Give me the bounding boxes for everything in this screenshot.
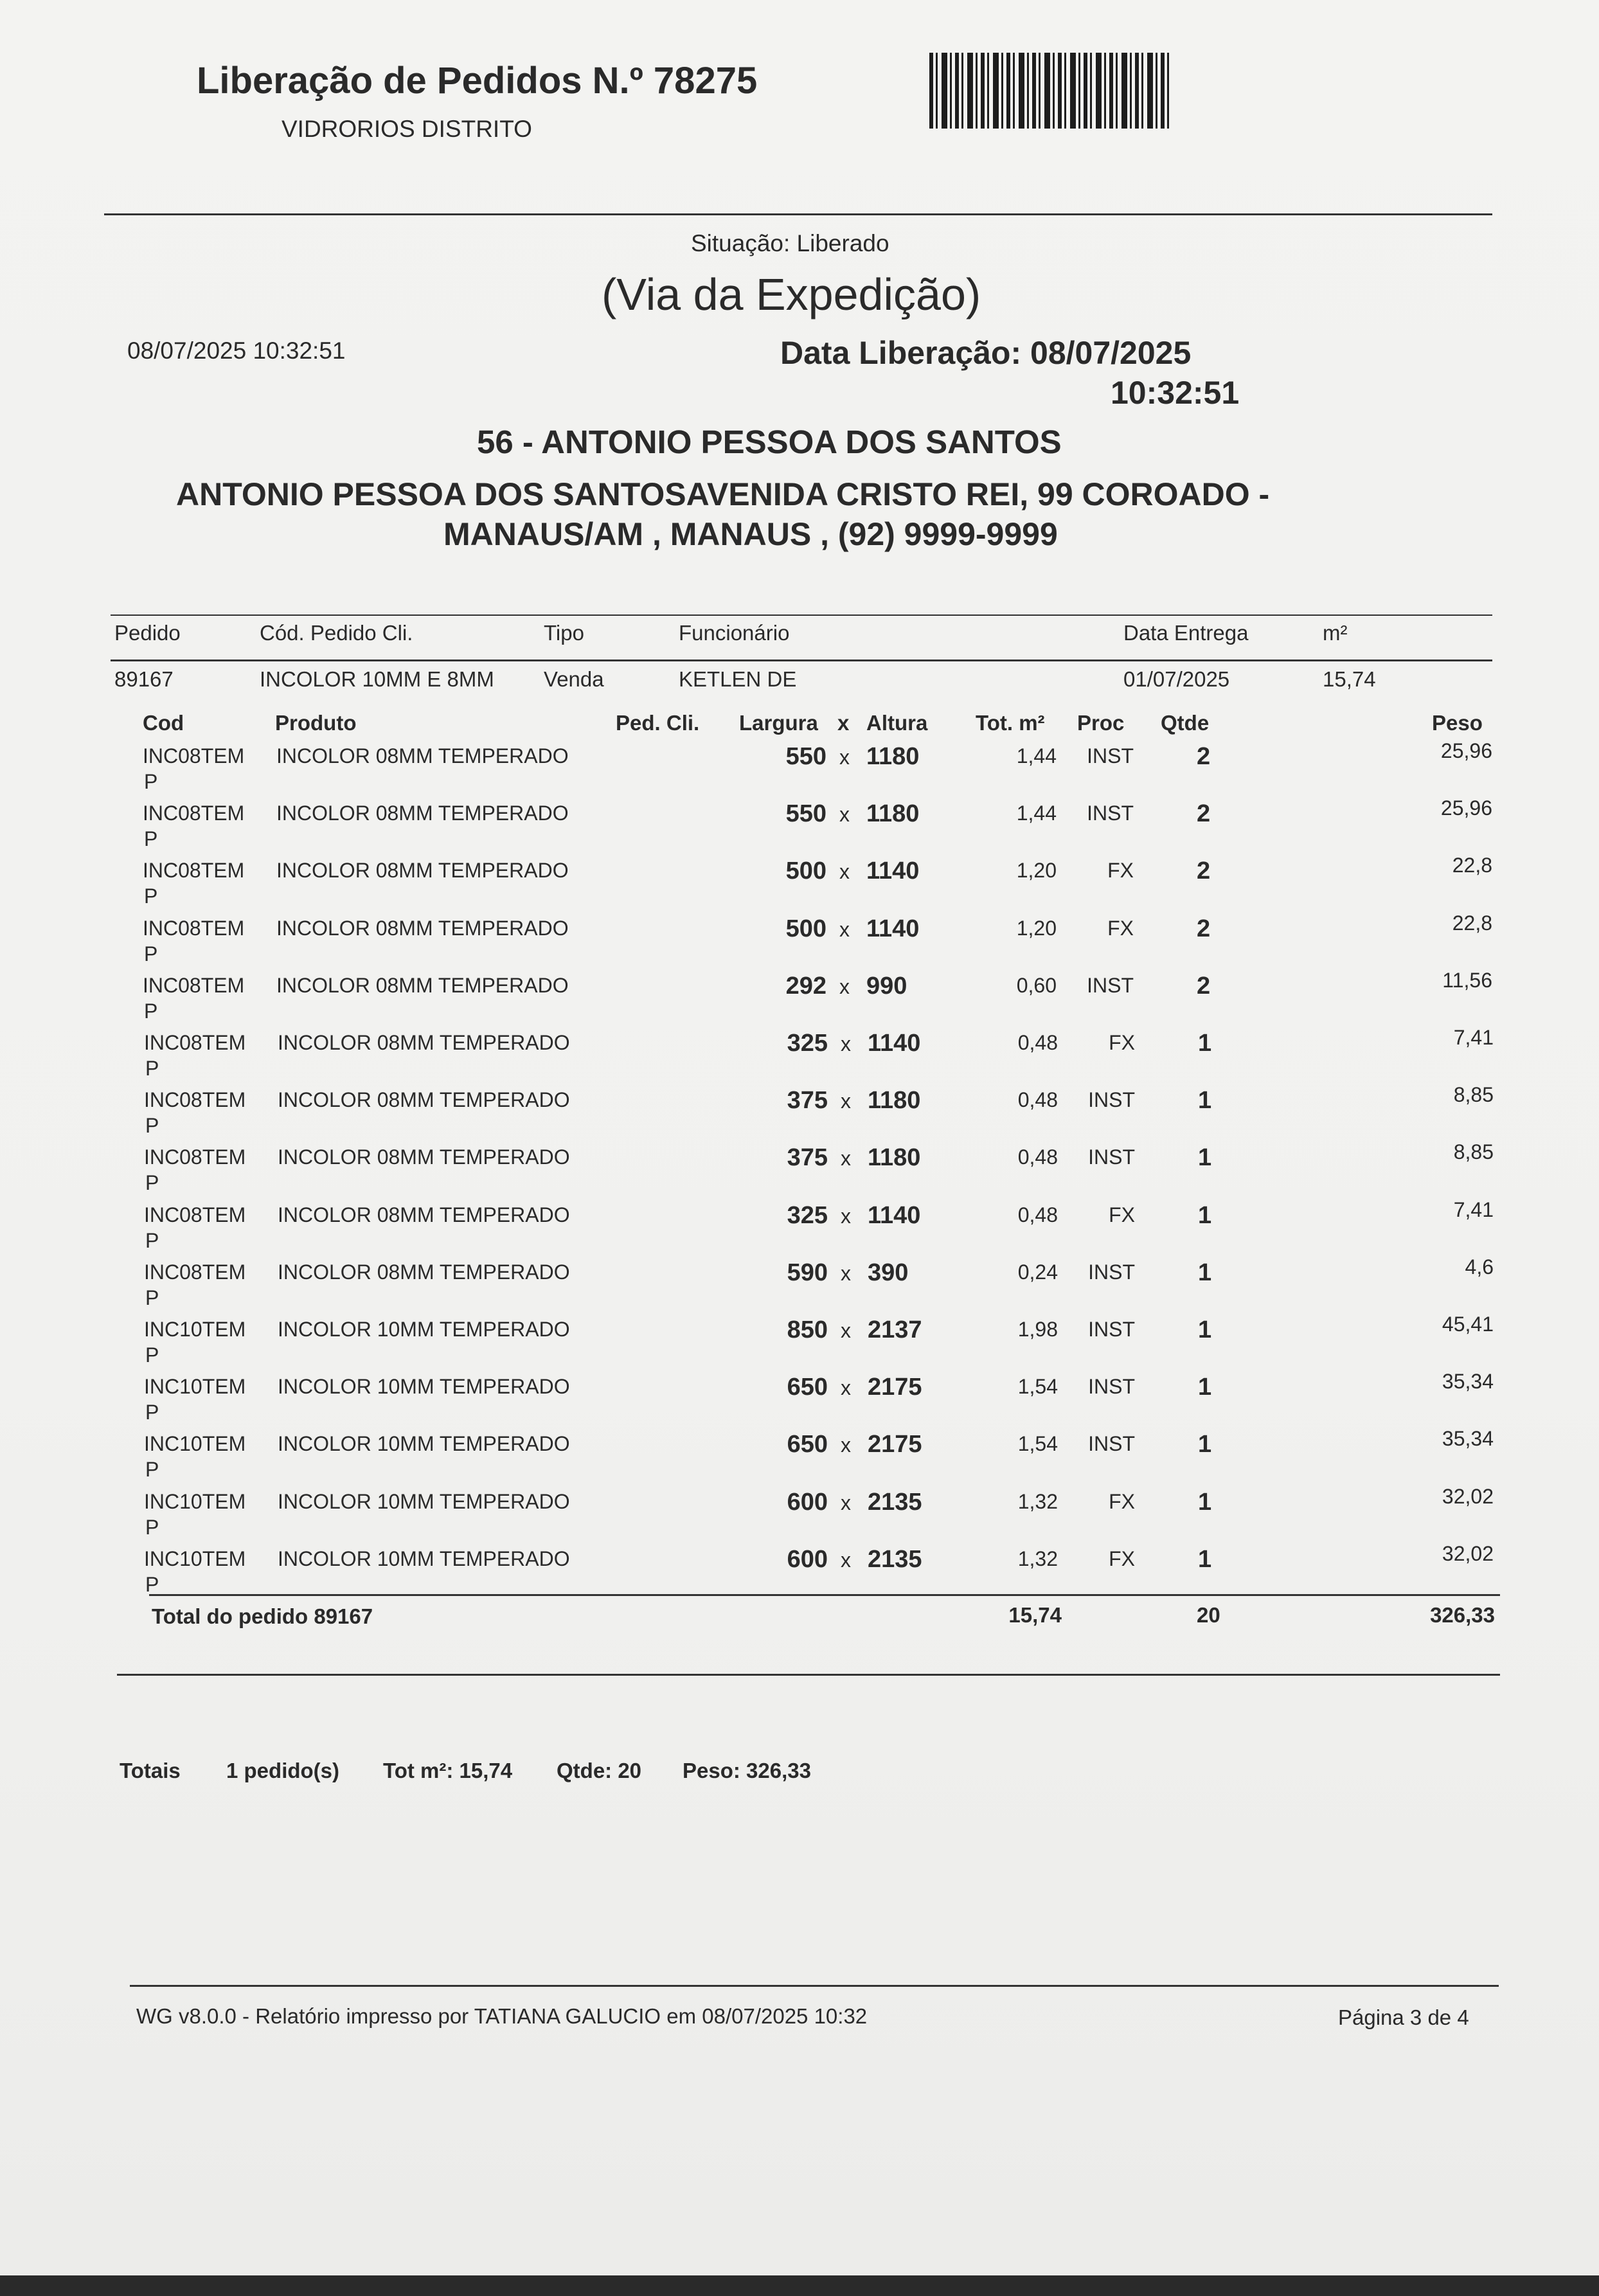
footer-printed-by: WG v8.0.0 - Relatório impresso por TATIANA GALUCIO em 08/07/2025 10:32 (136, 2004, 868, 2028)
totals-qtde: Qtde: 20 (557, 1759, 642, 1782)
item-cod: INC08TEM (143, 916, 245, 940)
item-proc: FX (1109, 1547, 1135, 1570)
item-cod-suffix: P (144, 942, 158, 965)
item-largura: 650 (787, 1431, 828, 1458)
client-address-line2: MANAUS/AM , MANAUS , (92) 9999-9999 (443, 516, 1058, 552)
order-header-pedido: Pedido (114, 621, 181, 645)
page-number: Página 3 de 4 (1338, 2005, 1469, 2029)
item-peso: 7,41 (1453, 1197, 1494, 1221)
item-cod: INC10TEM (144, 1375, 246, 1399)
company-name: VIDRORIOS DISTRITO (281, 116, 532, 142)
item-qtde: 1 (1198, 1316, 1212, 1343)
item-cod-suffix: P (145, 1228, 159, 1252)
item-tot-m2: 0,48 (1017, 1145, 1058, 1169)
item-largura: 325 (787, 1030, 828, 1057)
barcode (929, 53, 1171, 129)
item-altura: 1180 (866, 743, 920, 770)
order-total-m2: 15,74 (1008, 1603, 1062, 1627)
item-x: x (841, 1491, 851, 1514)
copy-type: (Via da Expedição) (602, 269, 981, 319)
item-cod-suffix: P (145, 1401, 159, 1424)
item-tot-m2: 0,48 (1017, 1203, 1058, 1226)
item-qtde: 1 (1198, 1488, 1212, 1516)
item-peso: 11,56 (1442, 968, 1492, 992)
item-tot-m2: 0,24 (1017, 1260, 1058, 1284)
item-cod: INC08TEM (144, 1031, 246, 1054)
item-peso: 25,96 (1440, 739, 1492, 762)
item-proc: INST (1088, 1260, 1135, 1284)
client-title: 56 - ANTONIO PESSOA DOS SANTOS (477, 424, 1062, 460)
item-proc: INST (1088, 1088, 1135, 1112)
totals-label: Totais (120, 1759, 181, 1782)
item-proc: FX (1109, 1031, 1135, 1054)
item-qtde: 2 (1197, 915, 1211, 942)
order-total-peso: 326,33 (1430, 1603, 1495, 1627)
item-altura: 2135 (868, 1545, 922, 1573)
item-altura: 990 (866, 972, 907, 1000)
item-cod: INC08TEM (143, 802, 245, 825)
item-tot-m2: 1,20 (1016, 859, 1057, 883)
item-produto: INCOLOR 08MM TEMPERADO (276, 744, 569, 767)
item-tot-m2: 1,44 (1016, 744, 1057, 767)
item-qtde: 1 (1198, 1201, 1212, 1229)
item-qtde: 1 (1198, 1374, 1212, 1401)
item-proc: FX (1107, 916, 1134, 940)
client-address-line1: ANTONIO PESSOA DOS SANTOSAVENIDA CRISTO REI, 99 COROADO - (176, 476, 1270, 512)
item-proc: INST (1088, 1318, 1135, 1341)
item-cod-suffix: P (145, 1171, 159, 1195)
item-largura: 375 (787, 1087, 828, 1115)
item-peso: 32,02 (1442, 1484, 1494, 1508)
item-x: x (839, 746, 850, 769)
item-tot-m2: 1,98 (1017, 1318, 1058, 1341)
item-qtde: 2 (1197, 857, 1211, 885)
item-qtde: 1 (1198, 1545, 1212, 1573)
items-header-tot-m2: Tot. m² (976, 711, 1045, 735)
item-proc: FX (1109, 1203, 1135, 1226)
item-tot-m2: 1,32 (1017, 1547, 1058, 1570)
item-produto: INCOLOR 08MM TEMPERADO (278, 1203, 570, 1226)
order-tipo: Venda (544, 667, 604, 691)
item-proc: INST (1088, 1432, 1135, 1456)
item-x: x (841, 1548, 851, 1572)
footer-line (130, 1985, 1499, 1987)
items-header-altura: Altura (866, 711, 928, 735)
item-x: x (839, 974, 850, 998)
item-altura: 1140 (868, 1201, 921, 1229)
item-qtde: 2 (1197, 743, 1211, 770)
item-cod: INC08TEM (144, 1088, 246, 1112)
item-tot-m2: 0,48 (1017, 1088, 1058, 1112)
order-m2: 15,74 (1323, 667, 1376, 691)
items-header-peso: Peso (1432, 711, 1483, 735)
item-altura: 2175 (868, 1431, 922, 1458)
item-x: x (841, 1376, 851, 1400)
divider (117, 1674, 1500, 1676)
divider (104, 213, 1492, 215)
item-cod-suffix: P (144, 770, 158, 793)
item-x: x (839, 860, 850, 884)
item-qtde: 1 (1198, 1087, 1212, 1115)
item-largura: 500 (785, 915, 826, 942)
item-tot-m2: 1,54 (1017, 1375, 1058, 1399)
item-peso: 35,34 (1442, 1370, 1494, 1394)
item-produto: INCOLOR 10MM TEMPERADO (278, 1432, 570, 1456)
item-cod-suffix: P (144, 827, 158, 851)
item-x: x (839, 803, 850, 827)
order-header-cod-pedido-cli: Cód. Pedido Cli. (260, 621, 413, 645)
item-cod-suffix: P (145, 1286, 159, 1309)
item-largura: 650 (787, 1374, 828, 1401)
item-cod: INC10TEM (144, 1489, 246, 1513)
item-x: x (841, 1032, 851, 1055)
item-peso: 4,6 (1465, 1255, 1494, 1278)
item-produto: INCOLOR 08MM TEMPERADO (278, 1088, 570, 1112)
totals-m2: Tot m²: 15,74 (383, 1759, 513, 1782)
item-x: x (841, 1319, 851, 1342)
item-peso: 8,85 (1453, 1083, 1494, 1107)
item-produto: INCOLOR 08MM TEMPERADO (276, 973, 569, 997)
item-altura: 2135 (868, 1488, 922, 1516)
items-header-proc: Proc (1077, 711, 1125, 735)
release-time: 10:32:51 (1111, 375, 1240, 411)
item-largura: 550 (785, 743, 826, 770)
order-table-top-line (111, 614, 1492, 616)
item-peso: 32,02 (1442, 1541, 1494, 1565)
order-data-entrega: 01/07/2025 (1123, 667, 1230, 691)
item-peso: 45,41 (1442, 1313, 1494, 1336)
item-produto: INCOLOR 08MM TEMPERADO (278, 1031, 570, 1054)
item-qtde: 1 (1198, 1030, 1212, 1057)
item-x: x (841, 1147, 851, 1170)
item-cod-suffix: P (145, 1057, 159, 1080)
item-peso: 22,8 (1452, 911, 1492, 935)
item-produto: INCOLOR 10MM TEMPERADO (278, 1375, 570, 1399)
item-largura: 600 (787, 1488, 828, 1516)
items-header-x: x (837, 711, 850, 735)
item-tot-m2: 0,60 (1016, 973, 1057, 997)
order-total-label: Total do pedido 89167 (152, 1604, 373, 1628)
item-altura: 1140 (866, 857, 920, 885)
order-header-tipo: Tipo (544, 621, 584, 645)
item-tot-m2: 1,54 (1017, 1432, 1058, 1456)
item-peso: 35,34 (1442, 1427, 1494, 1451)
item-largura: 292 (785, 972, 826, 1000)
document-title: Liberação de Pedidos N.º 78275 (197, 60, 758, 102)
item-cod-suffix: P (145, 1114, 159, 1138)
items-header-qtde: Qtde (1161, 711, 1210, 735)
item-cod: INC08TEM (143, 973, 245, 997)
item-largura: 590 (787, 1259, 828, 1286)
item-largura: 500 (785, 857, 826, 885)
scan-edge (0, 2275, 1599, 2296)
items-header-produto: Produto (275, 711, 357, 735)
item-x: x (841, 1204, 851, 1228)
items-total-line (149, 1594, 1500, 1596)
item-qtde: 1 (1198, 1431, 1212, 1458)
status-text: Situação: Liberado (691, 230, 889, 256)
item-x: x (841, 1433, 851, 1457)
item-cod-suffix: P (145, 1572, 159, 1596)
item-largura: 375 (787, 1144, 828, 1172)
totals-pedidos: 1 pedido(s) (226, 1759, 340, 1782)
item-qtde: 2 (1197, 800, 1211, 828)
item-proc: FX (1109, 1489, 1135, 1513)
item-tot-m2: 0,48 (1017, 1031, 1058, 1054)
item-largura: 325 (787, 1201, 828, 1229)
item-largura: 600 (787, 1545, 828, 1573)
item-cod: INC10TEM (144, 1318, 246, 1341)
order-cod-pedido-cli: INCOLOR 10MM E 8MM (260, 667, 494, 691)
item-altura: 1180 (868, 1087, 921, 1115)
item-produto: INCOLOR 08MM TEMPERADO (278, 1145, 570, 1169)
items-header-largura: Largura (739, 711, 818, 735)
item-cod-suffix: P (145, 1458, 159, 1482)
printed-datetime: 08/07/2025 10:32:51 (127, 337, 346, 364)
order-funcionario: KETLEN DE (679, 667, 797, 691)
item-tot-m2: 1,32 (1017, 1489, 1058, 1513)
item-cod: INC08TEM (143, 744, 245, 767)
release-date: Data Liberação: 08/07/2025 (780, 335, 1192, 371)
item-peso: 7,41 (1453, 1026, 1494, 1049)
item-cod: INC10TEM (144, 1547, 246, 1570)
item-produto: INCOLOR 10MM TEMPERADO (278, 1489, 570, 1513)
item-altura: 390 (868, 1259, 909, 1286)
item-produto: INCOLOR 08MM TEMPERADO (276, 802, 569, 825)
order-header-funcionario: Funcionário (679, 621, 790, 645)
item-cod-suffix: P (145, 1515, 159, 1539)
item-altura: 1140 (868, 1030, 921, 1057)
item-cod-suffix: P (145, 1343, 159, 1367)
item-cod: INC08TEM (143, 859, 245, 883)
item-peso: 22,8 (1452, 854, 1492, 877)
item-x: x (839, 917, 850, 941)
item-cod: INC08TEM (144, 1260, 246, 1284)
item-altura: 2137 (868, 1316, 922, 1343)
order-header-data-entrega: Data Entrega (1123, 621, 1249, 645)
item-proc: INST (1087, 802, 1134, 825)
item-produto: INCOLOR 10MM TEMPERADO (278, 1318, 570, 1341)
item-cod-suffix: P (144, 999, 158, 1023)
item-altura: 1180 (868, 1144, 921, 1172)
item-peso: 25,96 (1440, 796, 1492, 820)
item-proc: INST (1088, 1145, 1135, 1169)
item-altura: 1140 (866, 915, 920, 942)
item-qtde: 1 (1198, 1259, 1212, 1286)
item-proc: INST (1088, 1375, 1135, 1399)
item-altura: 2175 (868, 1374, 922, 1401)
item-proc: INST (1087, 973, 1134, 997)
item-x: x (841, 1261, 851, 1285)
item-produto: INCOLOR 08MM TEMPERADO (278, 1260, 570, 1284)
item-largura: 550 (785, 800, 826, 828)
item-largura: 850 (787, 1316, 828, 1343)
item-cod: INC08TEM (144, 1203, 246, 1226)
item-qtde: 1 (1198, 1144, 1212, 1172)
item-cod: INC10TEM (144, 1432, 246, 1456)
item-tot-m2: 1,20 (1016, 916, 1057, 940)
order-total-qtde: 20 (1197, 1603, 1220, 1627)
item-proc: FX (1107, 859, 1134, 883)
item-cod: INC08TEM (144, 1145, 246, 1169)
item-cod-suffix: P (144, 884, 158, 908)
item-produto: INCOLOR 08MM TEMPERADO (276, 916, 569, 940)
order-header-m2: m² (1323, 621, 1348, 645)
item-produto: INCOLOR 08MM TEMPERADO (276, 859, 569, 883)
item-peso: 8,85 (1453, 1140, 1494, 1164)
order-table-header-line (111, 659, 1492, 661)
items-header-cod: Cod (143, 711, 184, 735)
order-pedido-number: 89167 (114, 667, 174, 691)
item-tot-m2: 1,44 (1016, 802, 1057, 825)
item-produto: INCOLOR 10MM TEMPERADO (278, 1547, 570, 1570)
item-altura: 1180 (866, 800, 920, 828)
item-x: x (841, 1090, 851, 1113)
item-qtde: 2 (1197, 972, 1211, 1000)
items-header-ped-cli: Ped. Cli. (616, 711, 700, 735)
totals-peso: Peso: 326,33 (683, 1759, 811, 1782)
item-proc: INST (1087, 744, 1134, 767)
